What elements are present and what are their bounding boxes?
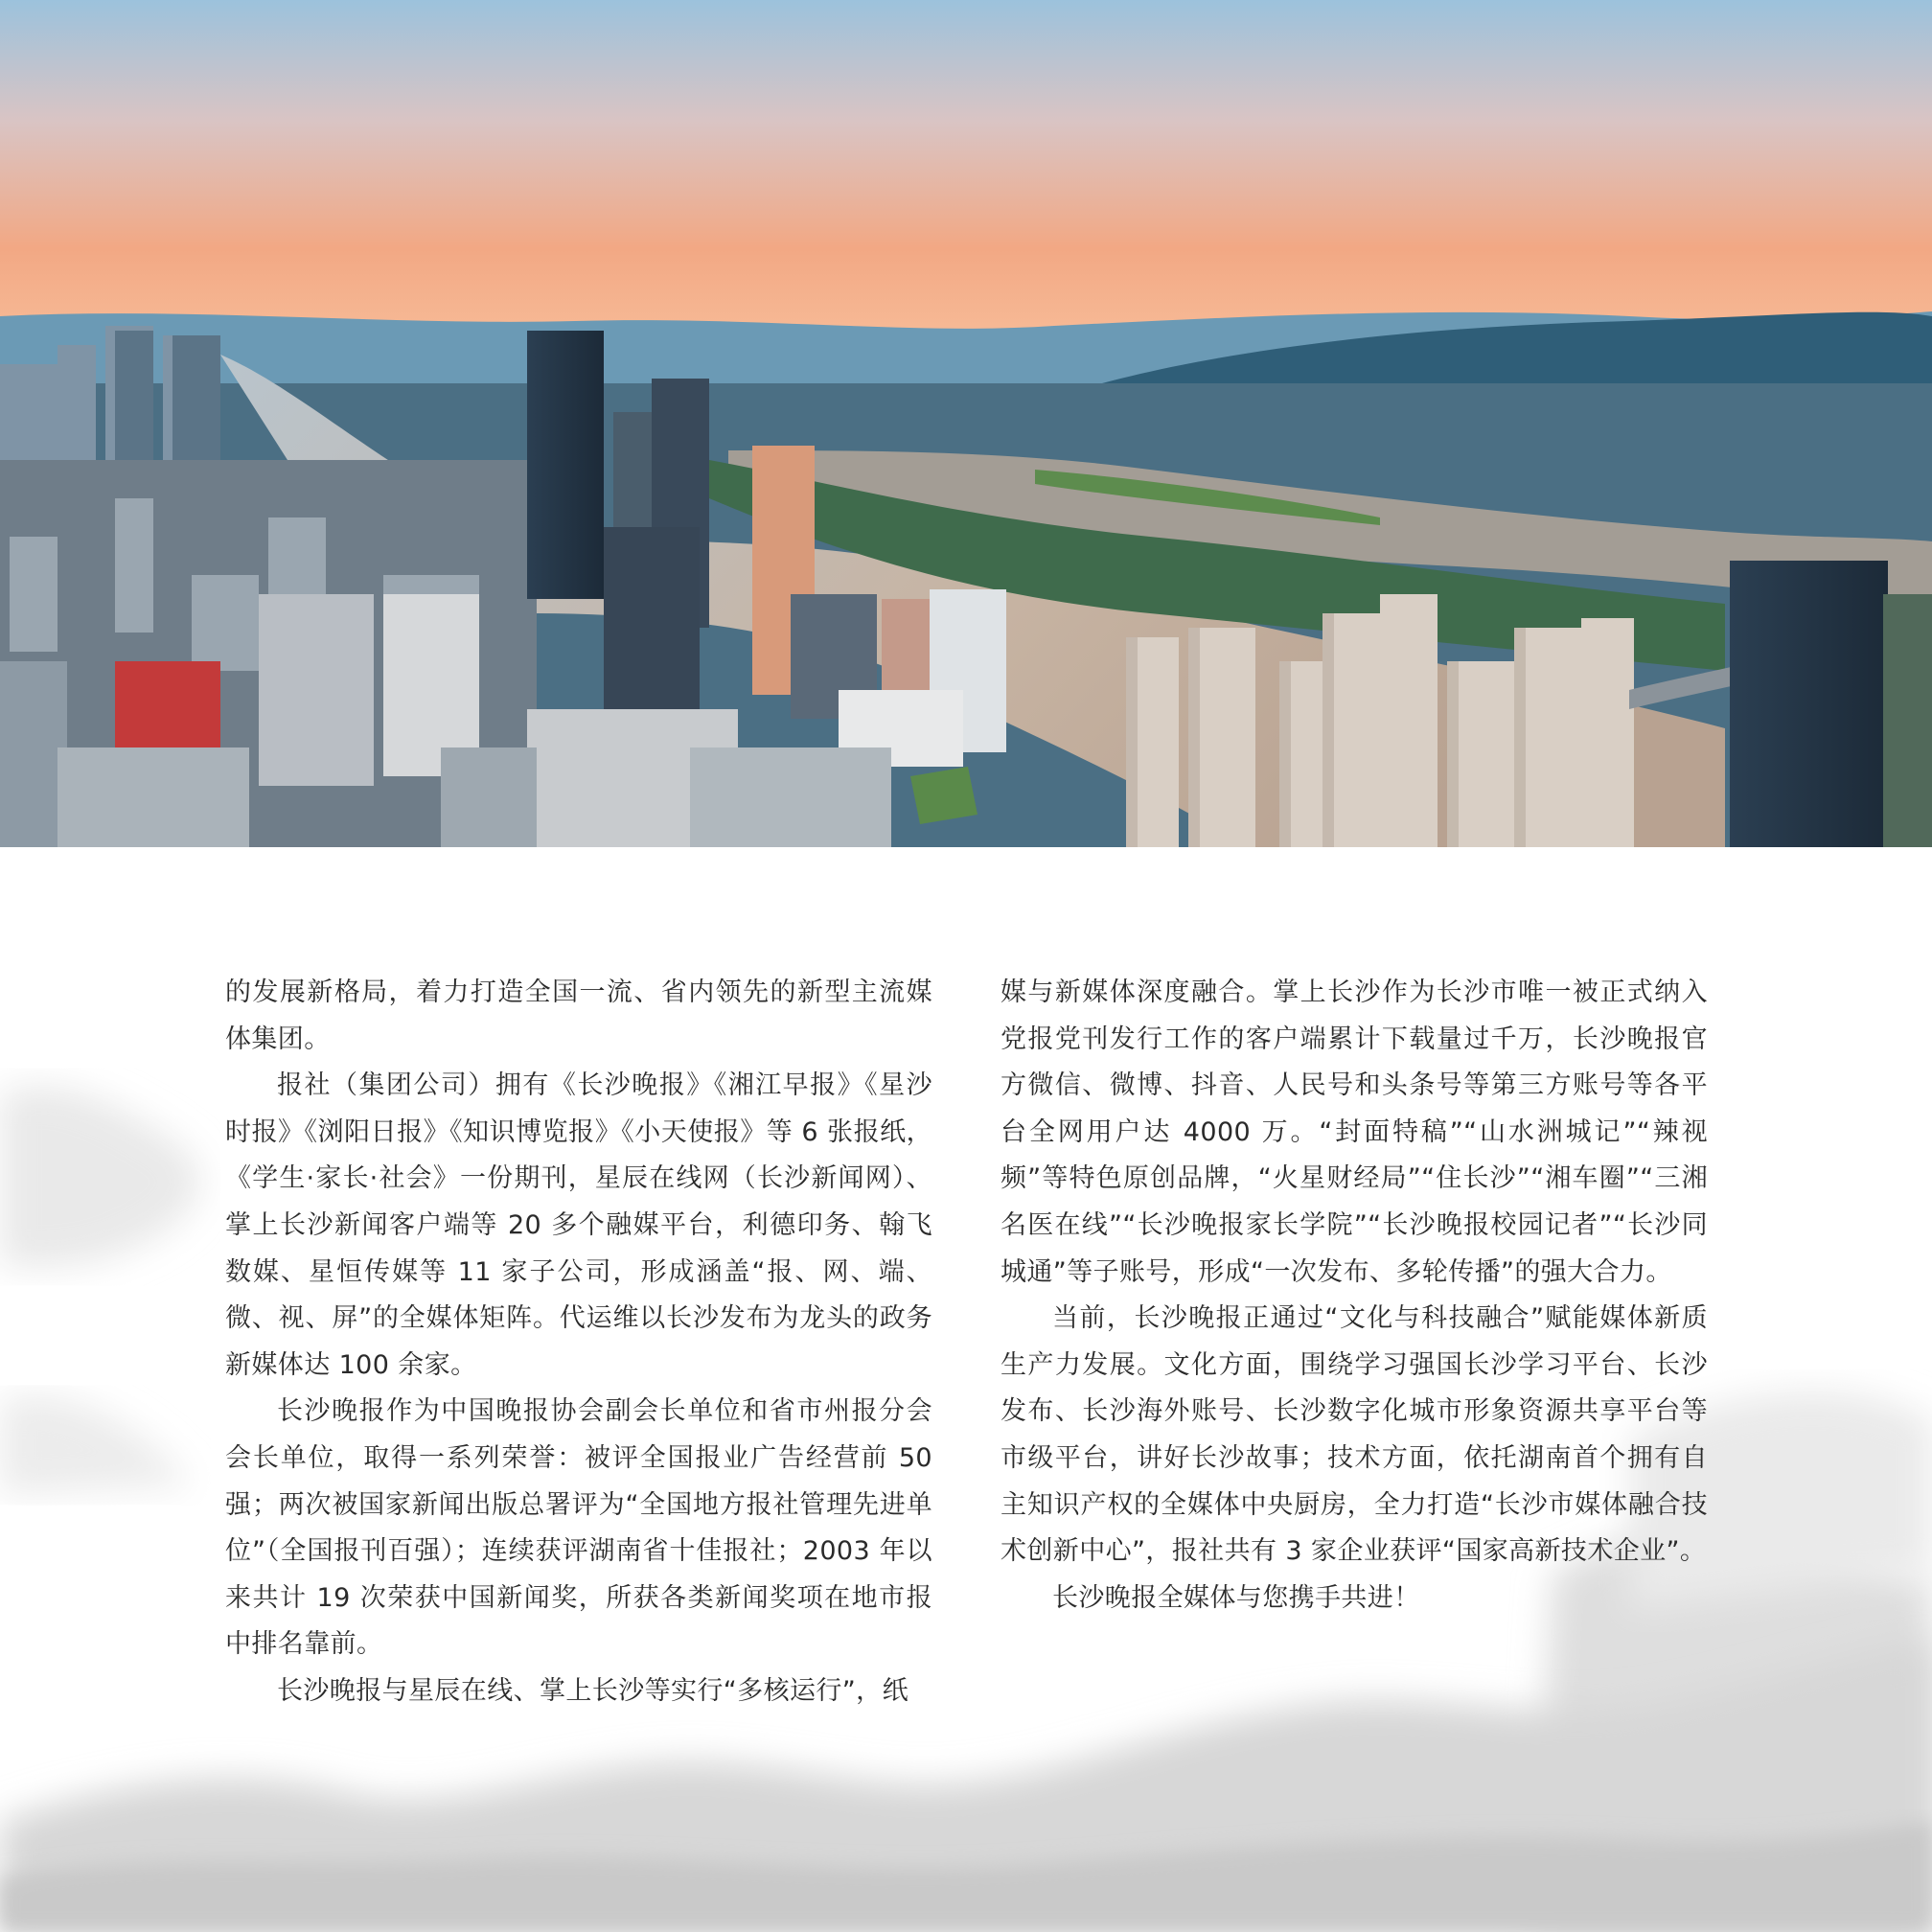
city-skyline-photo — [0, 0, 1932, 847]
paragraph: 的发展新格局，着力打造全国一流、省内领先的新型主流媒体集团。 — [225, 978, 932, 1054]
paragraph: 长沙晚报作为中国晚报协会副会长单位和省市州报分会会长单位，取得一系列荣誉：被评全国报业广告经营前 50 强；两次被国家新闻出版总署评为“全国地方报社管理先进单位”（全国报刊百强）；连续获评湖南省十佳报社；2003 年以来共计 19 次荣获中国新闻奖，所获各类新闻奖项在地市报中排名靠前。 — [225, 1396, 932, 1660]
article-column-right — [1000, 970, 1708, 1622]
paragraph: 当前，长沙晚报正通过“文化与科技融合”赋能媒体新质生产力发展。文化方面，围绕学习强国长沙学习平台、长沙发布、长沙海外账号、长沙数字化城市形象资源共享平台等市级平台，讲好长沙故事；技术方面，依托湖南首个拥有自主知识产权的全媒体中央厨房，全力打造“长沙市媒体融合技术创新中心”，报社共有 3 家企业获评“国家高新技术企业”。 — [1000, 1303, 1708, 1567]
paragraph: 长沙晚报全媒体与您携手共进！ — [1052, 1582, 1420, 1613]
paragraph: 长沙晚报与星辰在线、掌上长沙等实行“多核运行”，纸 — [277, 1675, 908, 1706]
paragraph: 报社（集团公司）拥有《长沙晚报》《湘江早报》《星沙时报》《浏阳日报》《知识博览报》《小天使报》等 6 张报纸，《学生·家长·社会》一份期刊，星辰在线网（长沙新闻网）、掌上长沙新闻客户端等 20 多个融媒平台，利德印务、翰飞数媒、星恒传媒等 11 家子公司，形成涵盖“报、网、端、微、视、屏”的全媒体矩阵。代运维以长沙发布为龙头的政务新媒体达 100 余家。 — [225, 1070, 932, 1380]
paragraph: 媒与新媒体深度融合。掌上长沙作为长沙市唯一被正式纳入党报党刊发行工作的客户端累计下载量过千万，长沙晚报官方微信、微博、抖音、人民号和头条号等第三方账号等各平台全网用户达 4000 万。“封面特稿”“山水洲城记”“辣视频”等特色原创品牌，“火星财经局”“住长沙”“湘车圈”“三湘名医在线”“长沙晚报家长学院”“长沙晚报校园记者”“长沙同城通”等子账号，形成“一次发布、多轮传播”的强大合力。 — [1000, 978, 1708, 1287]
article-column-left — [225, 970, 932, 1715]
